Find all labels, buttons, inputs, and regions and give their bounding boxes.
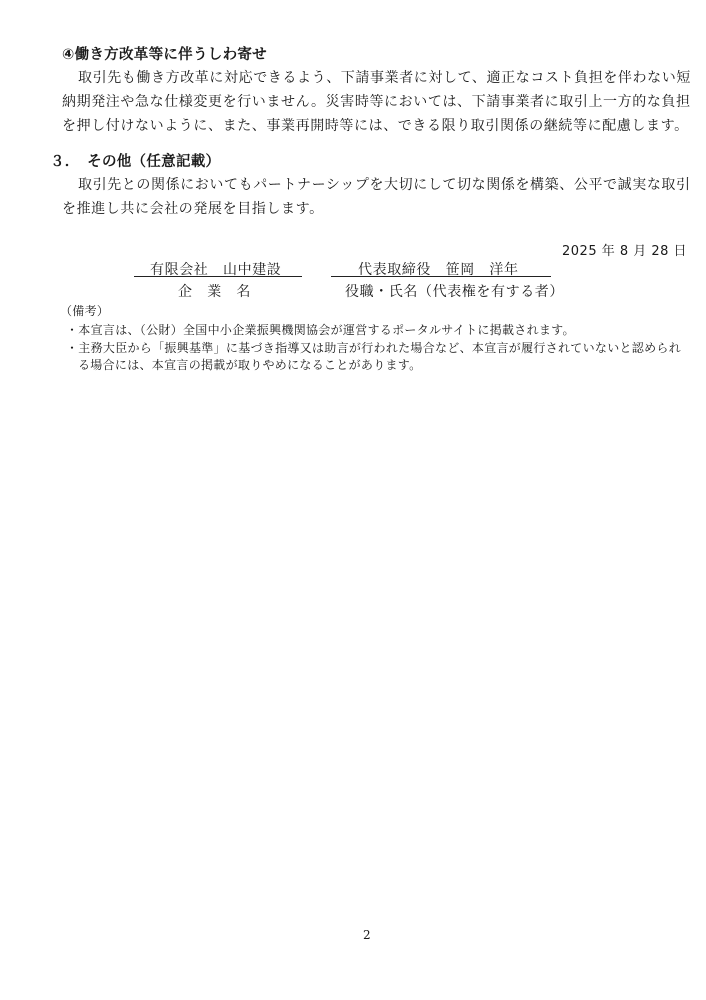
section-3-heading: ３． その他（任意記載） bbox=[50, 154, 221, 170]
section-4-line-2: 納期発注や急な仕様変更を行いません。災害時等においては、下請事業者に取引上一方的な負担 bbox=[62, 94, 691, 110]
representative-name: 代表取締役 笹岡 洋年 bbox=[358, 262, 519, 278]
note-item-2: ・主務大臣から「振興基準」に基づき指導又は助言が行われた場合など、本宣言が履行されていないと認められ bbox=[66, 341, 682, 355]
company-name: 有限会社 山中建設 bbox=[150, 262, 282, 278]
page-number: 2 bbox=[363, 928, 371, 942]
section-4-heading: ④働き方改革等に伴うしわ寄せ bbox=[62, 47, 267, 63]
note-item-2-continued: る場合には、本宣言の掲載が取りやめになることがあります。 bbox=[78, 358, 422, 372]
declaration-date: 2025 年 8 月 28 日 bbox=[562, 244, 688, 259]
section-4-line-3: を押し付けないように、また、事業再開時等には、できる限り取引関係の継続等に配慮します。 bbox=[62, 118, 689, 134]
note-item-1: ・本宣言は、（公財）全国中小企業振興機関協会が運営するポータルサイトに掲載されます。 bbox=[66, 323, 575, 337]
representative-underline bbox=[331, 276, 551, 277]
company-label: 企 業 名 bbox=[178, 284, 251, 300]
section-4-line-1: 取引先も働き方改革に対応できるよう、下請事業者に対して、適正なコスト負担を伴わない短 bbox=[78, 70, 691, 86]
section-3-line-2: を推進し共に会社の発展を目指します。 bbox=[62, 201, 324, 217]
representative-label: 役職・氏名（代表権を有する者） bbox=[345, 284, 564, 300]
section-3-line-1: 取引先との関係においてもパートナーシップを大切にして切な関係を構築、公平で誠実な取引 bbox=[78, 177, 691, 193]
notes-heading: （備考） bbox=[60, 304, 110, 318]
company-underline bbox=[134, 276, 302, 277]
